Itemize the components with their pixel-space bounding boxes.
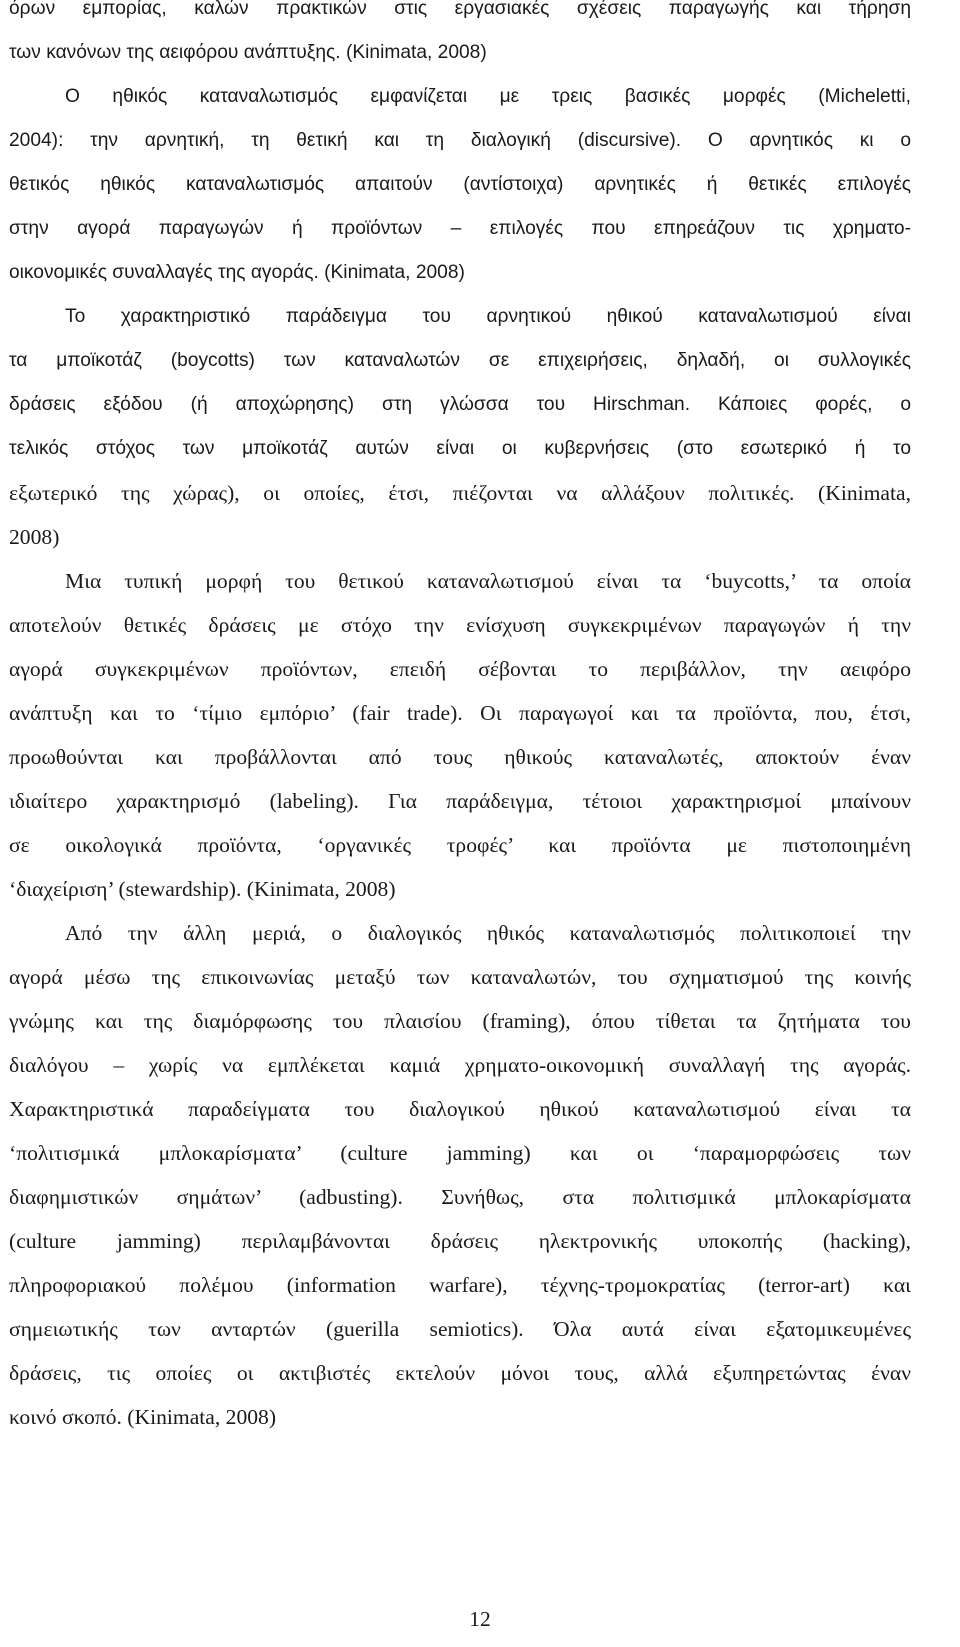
paragraph-first-line: Το χαρακτηριστικό παράδειγμα του αρνητικού ηθικού καταναλωτισμού είναι	[65, 306, 911, 327]
text-line: τελικός στόχος των μποϊκοτάζ αυτών είναι οι κυβερνήσεις (στο εσωτερικό ή το	[9, 438, 911, 459]
text-line: αγορά μέσω της επικοινωνίας μεταξύ των καταναλωτών, του σχηματισμού της κοινής	[9, 965, 911, 989]
text-line: δράσεις εξόδου (ή αποχώρησης) στη γλώσσα του Hirschman. Κάποιες φορές, ο	[9, 394, 911, 415]
text-line: αγορά συγκεκριμένων προϊόντων, επειδή σέβονται το περιβάλλον, την αειφόρο	[9, 657, 911, 681]
text-line: όρων εμπορίας, καλών πρακτικών στις εργασιακές σχέσεις παραγωγής και τήρηση	[9, 0, 911, 19]
text-line: ‘πολιτισμικά μπλοκαρίσματα’ (culture jamming) και οι ‘παραμορφώσεις των	[9, 1141, 911, 1165]
text-line: ‘διαχείριση’ (stewardship). (Kinimata, 2008)	[9, 877, 396, 901]
paragraph-first-line: Από την άλλη μεριά, ο διαλογικός ηθικός καταναλωτισμός πολιτικοποιεί την	[65, 921, 911, 945]
text-line: ανάπτυξη και το ‘τίμιο εμπόριο’ (fair trade). Οι παραγωγοί και τα προϊόντα, που, έτσι,	[9, 701, 911, 725]
paragraph-first-line: Ο ηθικός καταναλωτισμός εμφανίζεται με τρεις βασικές μορφές (Micheletti,	[65, 86, 911, 107]
text-line: σε οικολογικά προϊόντα, ‘οργανικές τροφές’ και προϊόντα με πιστοποιημένη	[9, 833, 911, 857]
text-line: (culture jamming) περιλαμβάνονται δράσεις ηλεκτρονικής υποκοπής (hacking),	[9, 1229, 911, 1253]
text-line: προωθούνται και προβάλλονται από τους ηθικούς καταναλωτές, αποκτούν έναν	[9, 745, 911, 769]
text-line: στην αγορά παραγωγών ή προϊόντων – επιλογές που επηρεάζουν τις χρηματο-	[9, 218, 911, 239]
text-line: τα μποϊκοτάζ (boycotts) των καταναλωτών σε επιχειρήσεις, δηλαδή, οι συλλογικές	[9, 350, 911, 371]
text-line: των κανόνων της αειφόρου ανάπτυξης. (Kinimata, 2008)	[9, 42, 487, 63]
text-line: ιδιαίτερο χαρακτηρισμό (labeling). Για παράδειγμα, τέτοιοι χαρακτηρισμοί μπαίνουν	[9, 789, 911, 813]
text-line: αποτελούν θετικές δράσεις με στόχο την ενίσχυση συγκεκριμένων παραγωγών ή την	[9, 613, 911, 637]
text-line: σημειωτικής των ανταρτών (guerilla semiotics). Όλα αυτά είναι εξατομικευμένες	[9, 1317, 911, 1341]
text-line: δράσεις, τις οποίες οι ακτιβιστές εκτελούν μόνοι τους, αλλά εξυπηρετώντας έναν	[9, 1361, 911, 1385]
text-line: θετικός ηθικός καταναλωτισμός απαιτούν (αντίστοιχα) αρνητικές ή θετικές επιλογές	[9, 174, 911, 195]
document-body	[9, 0, 911, 1439]
text-line: κοινό σκοπό. (Kinimata, 2008)	[9, 1405, 277, 1429]
text-line: Χαρακτηριστικά παραδείγματα του διαλογικού ηθικού καταναλωτισμού είναι τα	[9, 1097, 911, 1121]
text-line: διαφημιστικών σημάτων’ (adbusting). Συνήθως, στα πολιτισμικά μπλοκαρίσματα	[9, 1185, 911, 1209]
text-line: γνώμης και της διαμόρφωσης του πλαισίου (framing), όπου τίθεται τα ζητήματα του	[9, 1009, 911, 1033]
text-line: 2004): την αρνητική, τη θετική και τη διαλογική (discursive). Ο αρνητικός κι ο	[9, 130, 911, 151]
text-line: 2008)	[9, 525, 60, 549]
text-line: διαλόγου – χωρίς να εμπλέκεται καμιά χρηματο-οικονομική συναλλαγή της αγοράς.	[9, 1053, 911, 1077]
text-line: οικονομικές συναλλαγές της αγοράς. (Kinimata, 2008)	[9, 262, 465, 283]
text-line: πληροφοριακού πολέμου (information warfare), τέχνης-τρομοκρατίας (terror-art) και	[9, 1273, 911, 1297]
paragraph-first-line: Μια τυπική μορφή του θετικού καταναλωτισμού είναι τα ‘buycotts,’ τα οποία	[65, 569, 911, 593]
page-number: 12	[469, 1607, 491, 1631]
text-line: εξωτερικό της χώρας), οι οποίες, έτσι, πιέζονται να αλλάξουν πολιτικές. (Kinimata,	[9, 481, 911, 505]
